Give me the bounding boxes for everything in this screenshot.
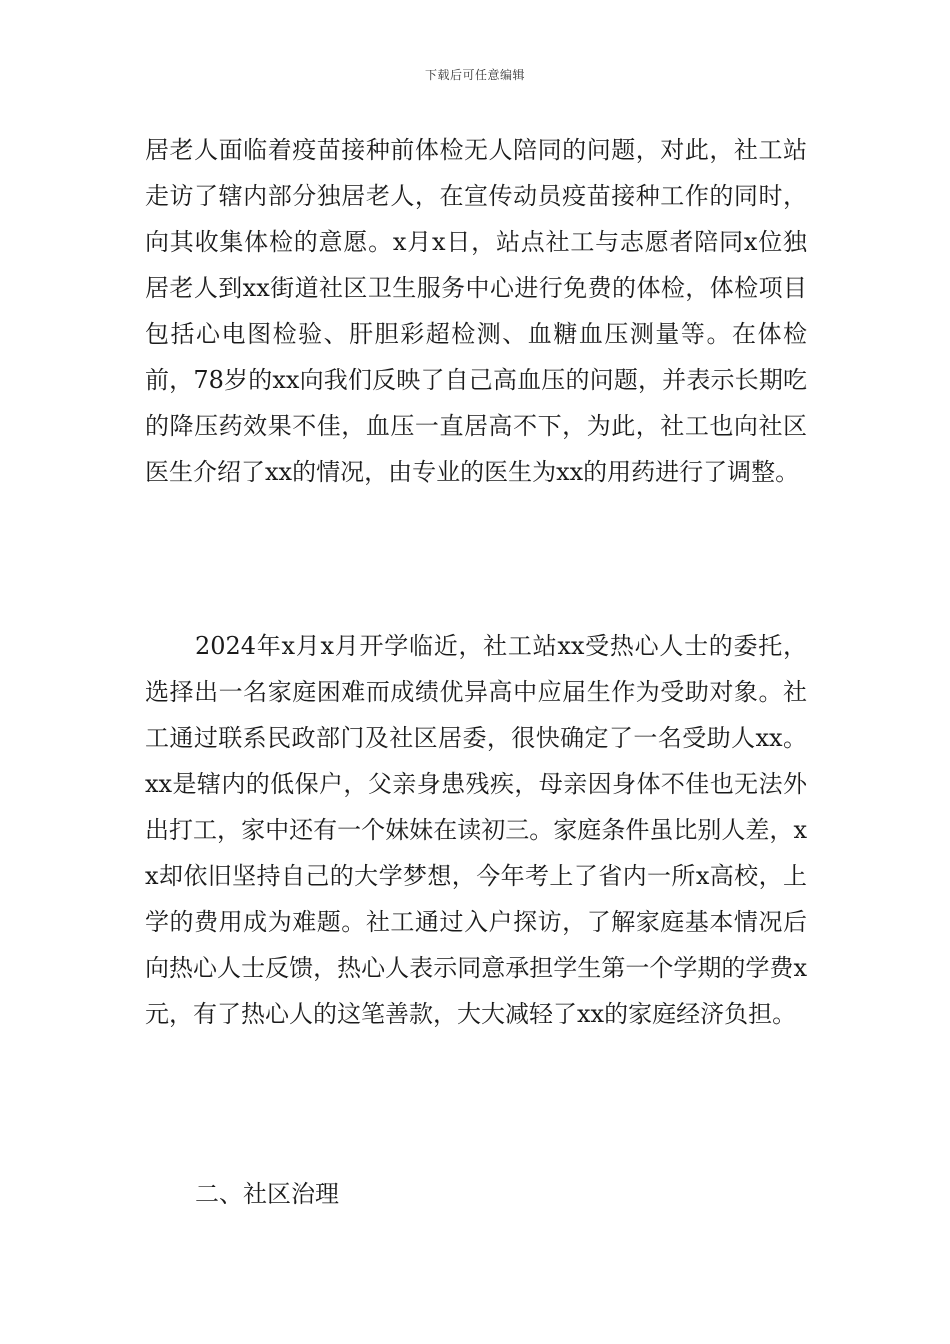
page-header-note: 下载后可任意编辑 (424, 68, 525, 82)
section-heading: 二、社区治理 (195, 1180, 339, 1208)
body-paragraph-2: 2024年x月x月开学临近，社工站xx受热心人士的委托，选择出一名家庭困难而成绩优异高中应届生作为受助对象。社工通过联系民政部门及社区居委，很快确定了一名受助人xx。xx是辖内的低保户，父亲身患残疾，母亲因身体不佳也无法外出打工，家中还有一个妹妹在读初三。家庭条件虽比别人差，xx却依旧坚持自己的大学梦想，今年考上了省内一所x高校，上学的费用成为难题。社工通过入户探访，了解家庭基本情况后向热心人士反馈，热心人表示同意承担学生第一个学期的学费x元，有了热心人的这笔善款，大大减轻了xx的家庭经济负担。 (145, 632, 807, 1028)
body-paragraph-1: 居老人面临着疫苗接种前体检无人陪同的问题，对此，社工站走访了辖内部分独居老人，在宣传动员疫苗接种工作的同时，向其收集体检的意愿。x月x日，站点社工与志愿者陪同x位独居老人到xx街道社区卫生服务中心进行免费的体检，体检项目包括心电图检验、肝胆彩超检测、血糖血压测量等。在体检前，78岁的xx向我们反映了自己高血压的问题，并表示长期吃的降压药效果不佳，血压一直居高不下，为此，社工也向社区医生介绍了xx的情况，由专业的医生为xx的用药进行了调整。 (145, 136, 807, 486)
